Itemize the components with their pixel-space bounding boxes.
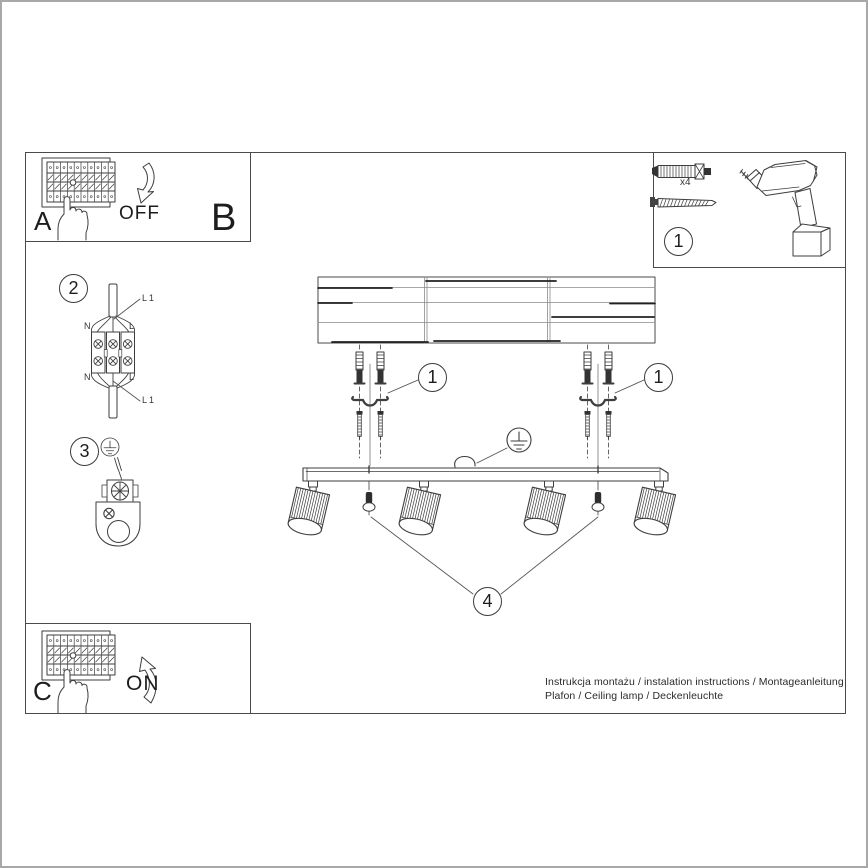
step-b-label: B [211, 197, 237, 239]
spotlight-icon [287, 481, 330, 538]
anchors-and-brackets [352, 345, 644, 466]
spotlight-icon [523, 481, 566, 538]
drill-icon [740, 161, 830, 257]
terminal-block-diagram [91, 284, 140, 418]
footer-title-line1: Instrukcja montażu / instalation instructions / Montageanleitung [545, 676, 844, 688]
arrow-down-icon [138, 163, 155, 203]
ground-symbol-icon [507, 428, 531, 452]
step-c-label: C [33, 676, 52, 706]
plug-quantity-label: x4 [680, 177, 691, 188]
l1-bottom-label: L1 [142, 395, 157, 405]
step-4-marker: 4 [473, 587, 502, 616]
ceiling-diagram [318, 277, 655, 343]
step-1-marker-right: 1 [644, 363, 673, 392]
leader-line [114, 299, 140, 319]
neutral-bottom-label: N [84, 372, 91, 382]
ground-symbol-icon [101, 438, 119, 456]
breaker-panel-off-icon [42, 158, 154, 240]
step-3-marker: 3 [70, 437, 99, 466]
step-2-marker: 2 [59, 274, 88, 303]
footer-title-line2: Plafon / Ceiling lamp / Deckenleuchte [545, 690, 724, 702]
leader-line [477, 448, 507, 463]
mounting-screw-icon [650, 197, 716, 207]
step-a-label: A [34, 206, 52, 236]
step-1-marker-kit: 1 [664, 227, 693, 256]
live-top-label: L [129, 321, 135, 331]
neutral-top-label: N [84, 321, 91, 331]
spotlight-icon [633, 481, 676, 538]
ground-wire-diagram [96, 438, 140, 546]
live-bottom-label: L [129, 372, 135, 382]
power-off-label: OFF [119, 203, 160, 224]
l1-top-label: L1 [142, 293, 157, 303]
power-on-label: ON [126, 672, 160, 695]
leader-line [388, 380, 418, 393]
lamp-bar-diagram [287, 428, 676, 594]
spotlight-icon [398, 481, 441, 538]
leader-line [615, 380, 644, 393]
step-1-marker-left: 1 [418, 363, 447, 392]
